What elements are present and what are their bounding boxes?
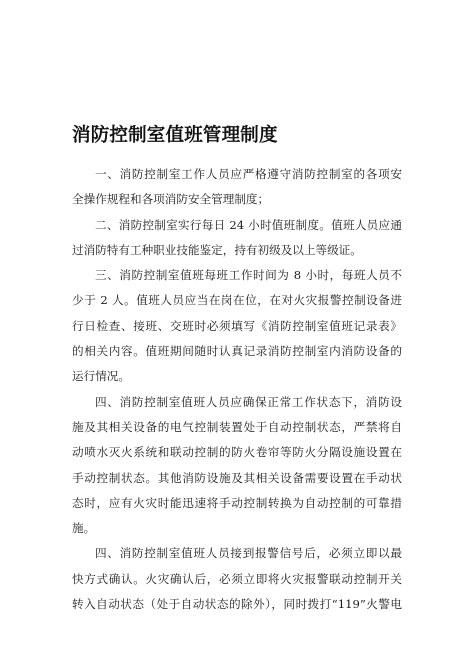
paragraph-3-line-2: 少于 2 人。值班人员应当在岗在位，在对火灾报警控制设备进 — [72, 293, 402, 308]
paragraph-3-line-4: 的相关内容。值班期间随时认真记录消防控制室内消防设备的 — [72, 344, 402, 359]
paragraph-5-line-1: 四、消防控制室值班人员接到报警信号后，必须立即以最 — [95, 546, 402, 561]
paragraph-4-line-1: 四、消防控制室值班人员应确保正常工作状态下，消防设 — [95, 394, 402, 409]
paragraph-3-line-1: 三、消防控制室值班每班工作时间为 8 小时，每班人员不 — [95, 268, 402, 283]
paragraph-5-line-2: 快方式确认。火灾确认后，必须立即将火灾报警联动控制开关 — [72, 571, 402, 586]
document-body — [72, 162, 402, 617]
paragraph-2-line-2: 过消防特有工种职业技能鉴定，持有初级及以上等级证。 — [72, 242, 362, 257]
paragraph-4-line-5: 态时，应有火灾时能迅速将手动控制转换为自动控制的可靠措 — [72, 495, 402, 510]
paragraph-2-line-1: 二、消防控制室实行每日 24 小时值班制度。值班人员应通 — [95, 217, 402, 232]
paragraph-4-line-3: 动喷水灭火系统和联动控制的防火卷帘等防火分隔设施设置在 — [72, 445, 402, 460]
paragraph-4-line-6: 施。 — [72, 521, 96, 536]
paragraph-1-line-1: 一、消防控制室工作人员应严格遵守消防控制室的各项安 — [95, 167, 402, 181]
paragraph-3-line-5: 运行情况。 — [72, 369, 130, 384]
paragraph-4-line-2: 施及其相关设备的电气控制装置处于自动控制状态，严禁将自 — [72, 419, 402, 434]
paragraph-5-line-3: 转入自动状态（处于自动状态的除外），同时拨打“119”火警电 — [72, 597, 402, 612]
paragraph-4-line-4: 手动控制状态。其他消防设施及其相关设备需要设置在手动状 — [72, 470, 402, 485]
document-title: 消防控制室值班管理制度 — [72, 125, 278, 146]
paragraph-1-line-2: 全操作规程和各项消防安全管理制度； — [72, 192, 270, 207]
paragraph-3-line-3: 行日检查、接班、交班时必须填写《消防控制室值班记录表》 — [72, 318, 402, 333]
